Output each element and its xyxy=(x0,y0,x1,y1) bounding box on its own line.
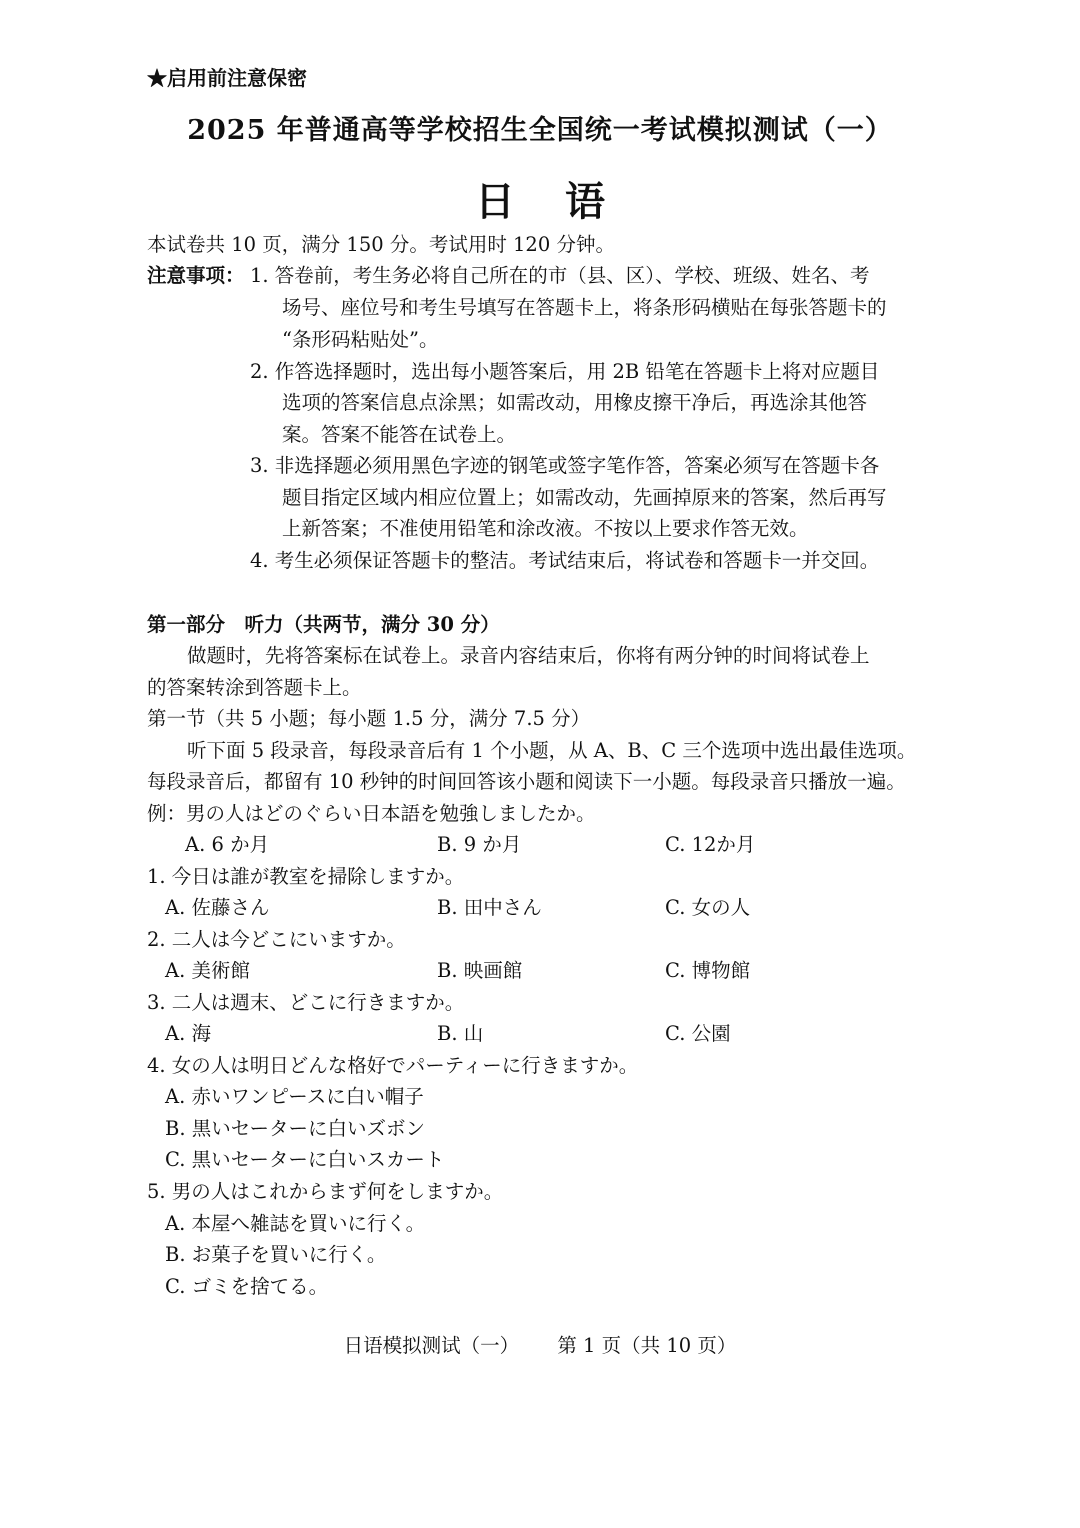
section1-heading: 第一节（共 5 小题；每小题 1.5 分，满分 7.5 分） xyxy=(147,707,591,730)
intro-text: 本试卷共 10 页，满分 150 分。考试用时 120 分钟。 xyxy=(147,233,615,256)
question-5: 5. 男の人はこれからまず何をしますか。 xyxy=(147,1180,504,1203)
question-2-option-c: C. 博物館 xyxy=(665,959,751,982)
question-3-option-c: C. 公園 xyxy=(665,1022,731,1045)
part1-instruction: 的答案转涂到答题卡上。 xyxy=(147,676,362,699)
question-3-option-b: B. 山 xyxy=(437,1022,484,1045)
note-line: “条形码粘贴处”。 xyxy=(282,328,439,351)
page-footer xyxy=(0,1330,1080,1358)
subject-title: 日语 xyxy=(475,178,655,225)
example-option-a: A. 6 か月 xyxy=(185,833,270,856)
question-1: 1. 今日は誰が教室を掃除しますか。 xyxy=(147,865,465,888)
question-5-option-c: C. ゴミを捨てる。 xyxy=(165,1275,329,1298)
footer-title: 日语模拟测试（一） xyxy=(343,1334,520,1357)
question-3: 3. 二人は週末、どこに行きますか。 xyxy=(147,991,465,1014)
note-line: 4. 考生必须保证答题卡的整洁。考试结束后，将试卷和答题卡一并交回。 xyxy=(250,549,880,572)
note-line: 选项的答案信息点涂黑；如需改动，用橡皮擦干净后，再选涂其他答 xyxy=(282,391,868,414)
example-option-c: C. 12か月 xyxy=(665,833,756,856)
example-option-b: B. 9 か月 xyxy=(437,833,522,856)
question-2-option-a: A. 美術館 xyxy=(165,959,250,982)
question-4-option-c: C. 黒いセーターに白いスカート xyxy=(165,1148,445,1171)
confidential-label: ★启用前注意保密 xyxy=(147,66,307,90)
section1-instruction: 听下面 5 段录音，每段录音后有 1 个小题，从 A、B、C 三个选项中选出最佳选项。 xyxy=(187,739,917,762)
notes-label: 注意事项： xyxy=(147,264,245,287)
note-line: 1. 答卷前，考生务必将自己所在的市（县、区）、学校、班级、姓名、考 xyxy=(250,264,870,287)
question-4-option-a: A. 赤いワンピースに白い帽子 xyxy=(165,1085,424,1108)
question-2: 2. 二人は今どこにいますか。 xyxy=(147,928,406,951)
part1-instruction: 做题时，先将答案标在试卷上。录音内容结束后，你将有两分钟的时间将试卷上 xyxy=(187,644,870,667)
note-line: 题目指定区域内相应位置上；如需改动，先画掉原来的答案，然后再写 xyxy=(282,486,887,509)
footer-page-number: 第 1 页（共 10 页） xyxy=(557,1334,737,1357)
section1-instruction: 每段录音后，都留有 10 秒钟的时间回答该小题和阅读下一小题。每段录音只播放一遍。 xyxy=(147,770,906,793)
question-1-option-c: C. 女の人 xyxy=(665,896,751,919)
question-5-option-a: A. 本屋へ雑誌を買いに行く。 xyxy=(165,1212,426,1235)
exam-title: 2025 年普通高等学校招生全国统一考试模拟测试（一） xyxy=(187,115,893,146)
example-question: 例：男の人はどのぐらい日本語を勉強しましたか。 xyxy=(147,802,596,825)
note-line: 上新答案；不准使用铅笔和涂改液。不按以上要求作答无效。 xyxy=(282,517,809,540)
question-4-option-b: B. 黒いセーターに白いズボン xyxy=(165,1117,425,1140)
note-line: 3. 非选择题必须用黑色字迹的钢笔或签字笔作答，答案必须写在答题卡各 xyxy=(250,454,880,477)
question-1-option-b: B. 田中さん xyxy=(437,896,542,919)
question-3-option-a: A. 海 xyxy=(165,1022,211,1045)
note-line: 2. 作答选择题时，选出每小题答案后，用 2B 铅笔在答题卡上将对应题目 xyxy=(250,360,880,383)
question-4: 4. 女の人は明日どんな格好でパーティーに行きますか。 xyxy=(147,1054,639,1077)
note-line: 案。答案不能答在试卷上。 xyxy=(282,423,517,446)
note-line: 场号、座位号和考生号填写在答题卡上，将条形码横贴在每张答题卡的 xyxy=(282,296,887,319)
part1-heading: 第一部分 听力（共两节，满分 30 分） xyxy=(147,613,500,636)
question-2-option-b: B. 映画館 xyxy=(437,959,523,982)
question-1-option-a: A. 佐藤さん xyxy=(165,896,270,919)
question-5-option-b: B. お菓子を買いに行く。 xyxy=(165,1243,387,1266)
